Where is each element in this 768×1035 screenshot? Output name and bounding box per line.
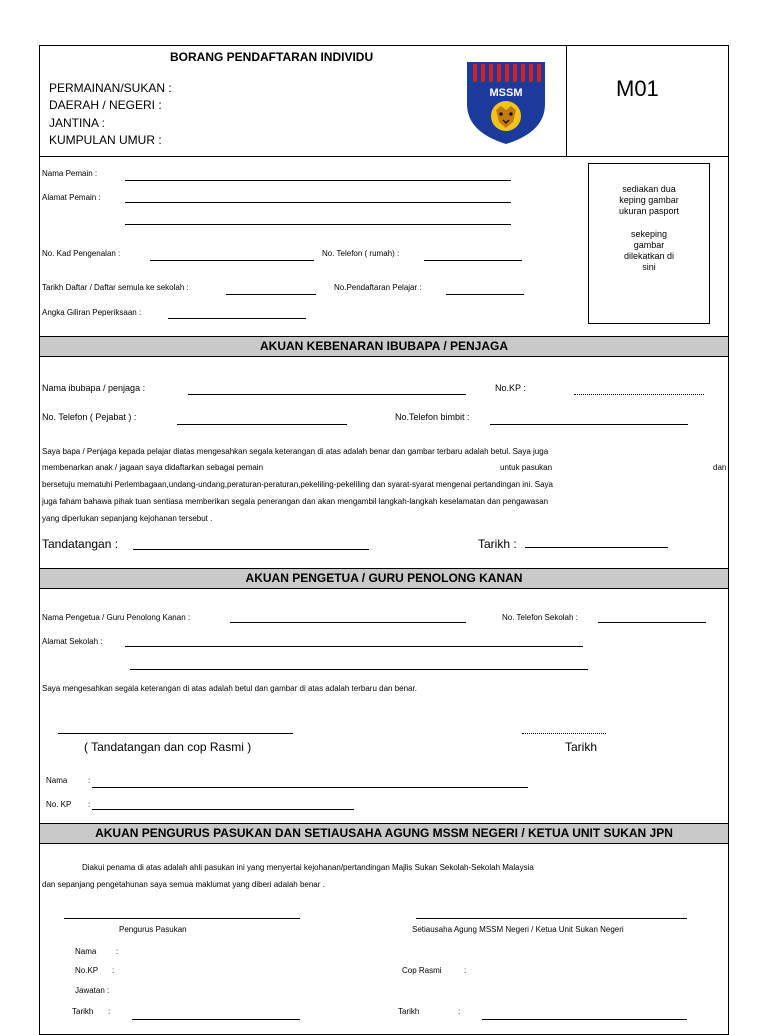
colon: : bbox=[88, 800, 91, 809]
photo-note-line: keping gambar bbox=[619, 195, 679, 205]
header-divider bbox=[566, 46, 567, 156]
field-nama-pemain[interactable] bbox=[125, 180, 511, 181]
label-tandatangan-cop: ( Tandatangan dan cop Rasmi ) bbox=[84, 740, 252, 754]
label-setiausaha: Setiausaha Agung MSSM Negeri / Ketua Unit Sukan Negeri bbox=[412, 925, 624, 934]
header-field-sukan: PERMAINAN/SUKAN : bbox=[49, 81, 172, 95]
photo-box bbox=[588, 163, 710, 324]
colon: : bbox=[464, 966, 467, 975]
field-angka-giliran[interactable] bbox=[168, 318, 306, 319]
label-nama-pengetua: Nama Pengetua / Guru Penolong Kanan : bbox=[42, 613, 191, 622]
field-tel-bimbit[interactable] bbox=[490, 424, 688, 425]
section-heading-principal: AKUAN PENGETUA / GURU PENOLONG KANAN bbox=[40, 568, 728, 589]
parent-declaration-line: yang diperlukan sepanjang kejohanan tersebut . bbox=[42, 514, 213, 523]
principal-statement: Saya mengesahkan segala keterangan di atas adalah betul dan gambar di atas adalah terbaru dan benar. bbox=[42, 684, 417, 693]
label-principal-tarikh: Tarikh bbox=[565, 740, 598, 754]
field-parent-tandatangan[interactable] bbox=[133, 549, 369, 550]
label-principal-nama: Nama bbox=[46, 776, 68, 785]
field-alamat-2[interactable] bbox=[125, 224, 511, 225]
label-alamat-pemain: Alamat Pemain : bbox=[42, 193, 101, 202]
label-setiausaha-tarikh: Tarikh bbox=[398, 1007, 420, 1016]
photo-note-line: sini bbox=[642, 262, 656, 272]
label-manager-nokp: No.KP bbox=[75, 966, 99, 975]
label-principal-nokp: No. KP bbox=[46, 800, 72, 809]
colon: : bbox=[112, 966, 115, 975]
photo-note-line: ukuran pasport bbox=[618, 206, 680, 216]
label-tel-pejabat: No. Telefon ( Pejabat ) : bbox=[42, 412, 137, 422]
section-heading-parent: AKUAN KEBENARAN IBUBAPA / PENJAGA bbox=[40, 336, 728, 357]
field-manager-tarikh[interactable] bbox=[132, 1019, 300, 1020]
field-kad-pengenalan[interactable] bbox=[150, 260, 314, 261]
field-setiausaha-tarikh[interactable] bbox=[482, 1019, 687, 1020]
parent-declaration-line: membenarkan anak / jagaan saya didaftarkan sebagai pemain bbox=[42, 463, 264, 472]
label-manager-nama: Nama bbox=[75, 947, 97, 956]
field-principal-signature[interactable] bbox=[58, 733, 293, 734]
label-angka-giliran: Angka Giliran Peperiksaan : bbox=[42, 308, 142, 317]
label-tel-sekolah: No. Telefon Sekolah : bbox=[502, 613, 578, 622]
field-no-pendaftaran[interactable] bbox=[446, 294, 524, 295]
field-tel-pejabat[interactable] bbox=[177, 424, 347, 425]
photo-note-line: sekeping bbox=[630, 229, 668, 239]
label-kad-pengenalan: No. Kad Pengenalan : bbox=[42, 249, 121, 258]
colon: : bbox=[108, 1007, 111, 1016]
manager-declaration-line: dan sepanjang pengetahunan saya semua maklumat yang diberi adalah benar . bbox=[42, 880, 325, 889]
field-principal-tarikh[interactable] bbox=[522, 733, 606, 734]
label-manager-tarikh: Tarikh bbox=[72, 1007, 94, 1016]
label-parent-tarikh: Tarikh : bbox=[478, 537, 517, 551]
label-manager-jawatan: Jawatan : bbox=[75, 986, 110, 995]
mssm-logo bbox=[463, 60, 549, 146]
label-cop-rasmi: Cop Rasmi bbox=[402, 966, 442, 975]
field-nama-ibubapa[interactable] bbox=[188, 394, 466, 395]
photo-note-line: gambar bbox=[633, 240, 665, 250]
parent-declaration-line: bersetuju mematuhi Perlembagaan,undang-undang,peraturan-peraturan,pekeliling-pekeliling dan syarat-syarat mengenai pertandingan ini. Saya bbox=[42, 480, 553, 489]
label-tarikh-daftar: Tarikh Daftar / Daftar semula ke sekolah : bbox=[42, 283, 189, 292]
field-alamat-sekolah-1[interactable] bbox=[125, 646, 583, 647]
label-pengurus-pasukan: Pengurus Pasukan bbox=[119, 925, 187, 934]
label-telefon-rumah: No. Telefon ( rumah) : bbox=[322, 249, 400, 258]
section-heading-manager: AKUAN PENGURUS PASUKAN DAN SETIAUSAHA AGUNG MSSM NEGERI / KETUA UNIT SUKAN JPN bbox=[40, 823, 728, 844]
colon: : bbox=[458, 1007, 461, 1016]
label-nama-ibubapa: Nama ibubapa / penjaga : bbox=[42, 383, 146, 393]
field-alamat-1[interactable] bbox=[125, 202, 511, 203]
header-field-jantina: JANTINA : bbox=[49, 116, 106, 130]
label-parent-nokp: No.KP : bbox=[495, 383, 526, 393]
logo-text: MSSM bbox=[489, 87, 523, 99]
label-tel-bimbit: No.Telefon bimbit : bbox=[395, 412, 470, 422]
manager-declaration-line: Diakui penama di atas adalah ahli pasukan ini yang menyertai kejohanan/pertandingan Majlis Sukan Sekolah-Sekolah Malaysia bbox=[82, 863, 534, 872]
photo-note-line: dilekatkan di bbox=[623, 251, 675, 261]
colon: : bbox=[116, 947, 119, 956]
form-code: M01 bbox=[616, 76, 659, 101]
field-parent-nokp[interactable] bbox=[574, 394, 704, 395]
field-nama-pengetua[interactable] bbox=[230, 622, 466, 623]
photo-note-line: sediakan dua bbox=[622, 184, 676, 194]
label-nama-pemain: Nama Pemain : bbox=[42, 169, 98, 178]
field-setiausaha-signature[interactable] bbox=[416, 918, 687, 919]
header-field-negeri: DAERAH / NEGERI : bbox=[49, 98, 162, 112]
label-no-pendaftaran: No.Pendaftaran Pelajar : bbox=[334, 283, 422, 292]
label-parent-tandatangan: Tandatangan : bbox=[42, 537, 119, 551]
parent-declaration-line: dan bbox=[713, 463, 727, 472]
field-telefon-rumah[interactable] bbox=[424, 260, 522, 261]
field-principal-nama[interactable] bbox=[92, 787, 528, 788]
field-parent-tarikh[interactable] bbox=[525, 547, 668, 548]
parent-declaration-line: untuk pasukan bbox=[500, 463, 553, 472]
label-alamat-sekolah: Alamat Sekolah : bbox=[42, 637, 103, 646]
field-alamat-sekolah-2[interactable] bbox=[130, 669, 588, 670]
field-tarikh-daftar[interactable] bbox=[226, 294, 316, 295]
field-pengurus-signature[interactable] bbox=[64, 918, 300, 919]
field-tel-sekolah[interactable] bbox=[598, 622, 706, 623]
form-title: BORANG PENDAFTARAN INDIVIDU bbox=[170, 50, 374, 64]
field-principal-nokp[interactable] bbox=[92, 809, 354, 810]
header-field-umur: KUMPULAN UMUR : bbox=[49, 133, 162, 147]
parent-declaration-line: Saya bapa / Penjaga kepada pelajar diatas mengesahkan segala keterangan di atas adalah benar dan gambar terbaru adalah betul. Saya juga bbox=[42, 447, 549, 456]
parent-declaration-line: juga faham bahawa pihak tuan sentiasa memberikan segala penerangan dan akan mengambil langkah-langkah keselamatan dan pengawasan bbox=[42, 497, 549, 506]
colon: : bbox=[88, 776, 91, 785]
header-bottom-rule bbox=[40, 156, 728, 157]
